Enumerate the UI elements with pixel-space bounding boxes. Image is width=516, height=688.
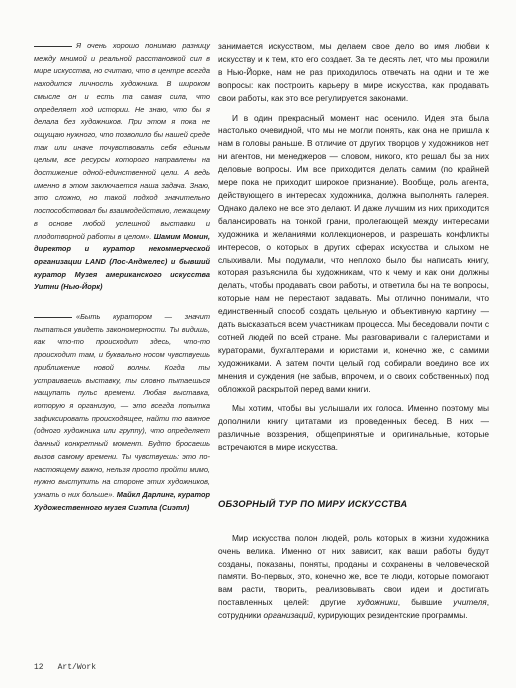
quote-dash: [34, 317, 72, 318]
sidebar-quote: [34, 311, 210, 514]
quote-attribution: Шамим Момин, директор и куратор некоммерческой организации LAND (Лос-Анджелес) и бывший куратор Музея американского искусства Уитни (Нью-Йорк): [34, 231, 210, 292]
body-paragraph: И в один прекрасный момент нас осенило. Идея эта была настолько очевидной, что мы не могли понять, как она не пришла к нам в головы раньше. В отличие от других творцов у художников нет ни агентов, ни менеджеров — словом, никого, кто решал бы за них деловые вопросы. Им все приходится делать самим (по крайней мере пока не приходит широкое признание). Вообще, роль агента, действующего в интересах художника, должна выполнять галерея. Однако далеко не все это делают. И даже лучшим из них приходится балансировать на тонкой грани, пролегающей между интересами художника и желаниями коллекционеров, и разрешать конфликты интересов, о которых в других сферах искусства и слыхом не слыхивали. Мы подумали, что неплохо было бы написать книгу, которая разъяснила бы художникам, что к чему и как они должны делать, чтобы продавать свои работы, и ответила бы на те вопросы, которые нам не перестают задавать. Мы отлично понимали, что единственный способ создать цельную и объективную картину — дать высказаться всем участникам процесса. Мы беседовали почти с сотней людей по всей стране. Мы разговаривали с галеристами и кураторами, бухгалтерами и юристами и, конечно же, с самими художниками. А затем почти целый год собирали воедино все их мнения и суждения (не забыв, впрочем, и о своих собственных) под обложкой раскрытой перед вами книги.: [218, 112, 490, 394]
main-column: [218, 40, 489, 454]
quote-dash: [34, 46, 72, 47]
paragraph-text: , бывшие: [397, 596, 454, 607]
section-heading: ОБЗОРНЫЙ ТУР ПО МИРУ ИСКУССТВА: [218, 498, 408, 509]
quote-text: Я очень хорошо понимаю разницу между мнимой и реальной расстановкой сил в мире искусства, но считаю, что в центре всегда находится личность художника. В широком смысле он и есть та самая сила, что определяет ход истории. Не знаю, что бы я делала без художников. При этом я пока не ощущаю нужного, что позволило бы нашей среде так или иначе почувствовать себя единым целым, все ресурсы которого направлены на достижение одной-единственной цели. А ведь именно в этом заключается наша задача. Знаю, это сложно, но такой подход значительно поспособствовал бы взаимодействию, лежащему в основе любой успешной выставки и плодотворной работы в целом».: [34, 41, 210, 241]
page-footer: [34, 663, 96, 672]
running-title: Art/Work: [57, 663, 97, 672]
body-paragraph: [218, 532, 489, 622]
emphasis-text: организаций: [263, 609, 313, 620]
paragraph-text: , курирующих резидентские программы.: [312, 609, 468, 620]
sidebar-quote: [34, 40, 210, 294]
sidebar-quotes: [34, 40, 210, 514]
body-paragraph: Мы хотим, чтобы вы услышали их голоса. Именно поэтому мы дополнили книгу цитатами из проведенных бесед. В них — различные воззрения, общепринятые и оригинальные, которые встречаются в мире искусства.: [218, 403, 489, 453]
body-paragraph: занимается искусством, мы делаем свое дело во имя любви к искусству и к тем, кто его создает. За те десять лет, что мы прожили в Нью-Йорке, нам не раз приходилось отвечать на одни и те же вопросы: как построить карьеру в мире искусства, как продавать свои работы, как это все регулируется законами.: [218, 41, 489, 103]
emphasis-text: учителя: [453, 596, 487, 607]
quote-attribution: Майкл Дарлинг, куратор Художественного музея Сиэтла (Сиэтл): [34, 489, 210, 512]
emphasis-text: художники: [356, 596, 398, 607]
section-body: [218, 532, 489, 622]
paragraph-text: Мир искусства полон людей, роль которых в жизни художника очень велика. Именно от них зависит, как ваши работы будут созданы, показаны, поняты, проданы и сохранены в человеческой памяти. Во-первых, это, конечно же, все те люди, которые помогают вам расти, творить, реализовывать свои идеи и достигать поставленных целей: другие: [218, 533, 489, 607]
paragraph-text: , сотрудники: [218, 596, 489, 620]
quote-text: «Быть куратором — значит пытаться увидеть закономерности. Ты видишь, как что-то происходит здесь, что-то происходит там, и буквально носом чувствуешь приближение новой волны. Когда ты устраиваешь выставку, ты словно пытаешься нащупать пульс времени. Любая выставка, которую я организую, — это всегда попытка зафиксировать происходящее, найти то важное (одного художника или группу), что определяет данный конкретный момент. Будто бросаешь вызов самому времени. Ты чувствуешь: это по-настоящему важно, нельзя просто пройти мимо, нужно выступить на стороне этих художников, узнать о них больше».: [34, 312, 210, 499]
page-number: 12: [34, 663, 44, 672]
